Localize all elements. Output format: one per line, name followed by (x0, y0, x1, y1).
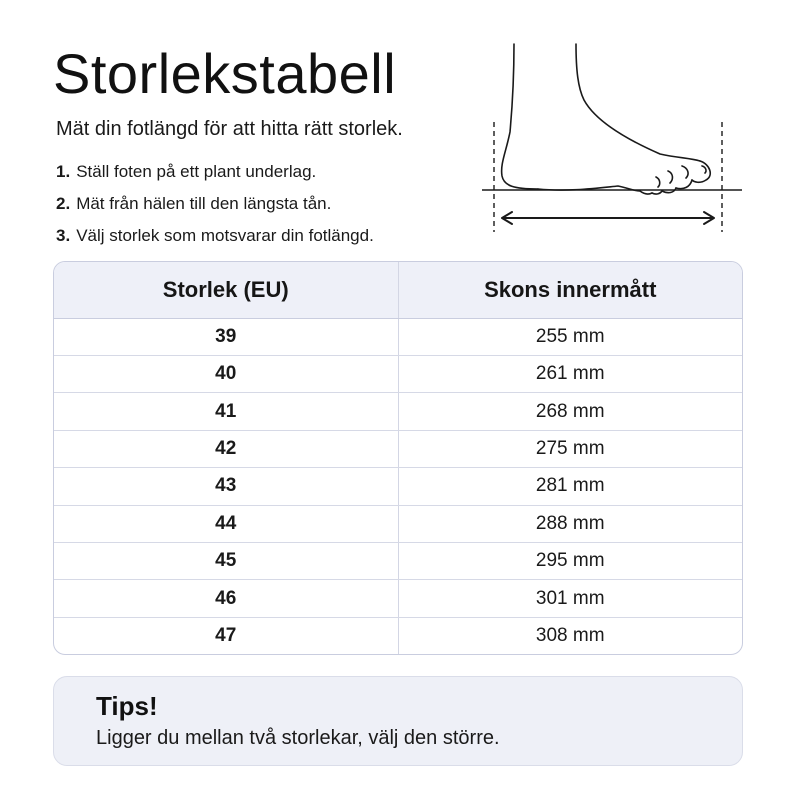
step-item (56, 188, 374, 220)
size-cell: 46 (54, 580, 398, 617)
step-number: 1. (56, 162, 71, 181)
step-text: Mät från hälen till den längsta tån. (76, 194, 332, 213)
table-row (54, 318, 742, 355)
size-cell: 47 (54, 617, 398, 654)
instruction-steps (56, 156, 374, 252)
length-cell: 281 mm (398, 468, 742, 505)
size-cell: 42 (54, 430, 398, 467)
step-item (56, 156, 374, 188)
size-cell: 45 (54, 542, 398, 579)
table-row (54, 430, 742, 467)
table-row (54, 580, 742, 617)
column-header-size: Storlek (EU) (54, 262, 398, 318)
length-cell: 275 mm (398, 430, 742, 467)
tips-title: Tips! (96, 691, 158, 721)
foot-measure-icon (478, 40, 748, 240)
tips-box (53, 676, 743, 766)
length-cell: 268 mm (398, 393, 742, 430)
size-cell: 43 (54, 468, 398, 505)
table-row (54, 393, 742, 430)
column-header-length: Skons innermått (398, 262, 742, 318)
size-cell: 41 (54, 393, 398, 430)
length-cell: 295 mm (398, 542, 742, 579)
length-cell: 301 mm (398, 580, 742, 617)
page-title: Storlekstabell (53, 42, 397, 105)
length-cell: 261 mm (398, 355, 742, 392)
step-number: 2. (56, 194, 71, 213)
step-text: Välj storlek som motsvarar din fotlängd. (76, 226, 374, 245)
table-row (54, 617, 742, 654)
table-row (54, 355, 742, 392)
tips-text: Ligger du mellan två storlekar, välj den större. (96, 727, 500, 749)
table-header-row (54, 262, 742, 318)
table-row (54, 468, 742, 505)
step-item (56, 220, 374, 252)
table-row (54, 542, 742, 579)
table-row (54, 505, 742, 542)
size-cell: 44 (54, 505, 398, 542)
page-subtitle: Mät din fotlängd för att hitta rätt storlek. (56, 118, 403, 140)
length-cell: 288 mm (398, 505, 742, 542)
length-cell: 255 mm (398, 318, 742, 355)
step-text: Ställ foten på ett plant underlag. (76, 162, 317, 181)
step-number: 3. (56, 226, 71, 245)
size-table (53, 261, 743, 655)
length-cell: 308 mm (535, 624, 605, 646)
size-cell: 40 (54, 355, 398, 392)
size-cell: 39 (54, 318, 398, 355)
